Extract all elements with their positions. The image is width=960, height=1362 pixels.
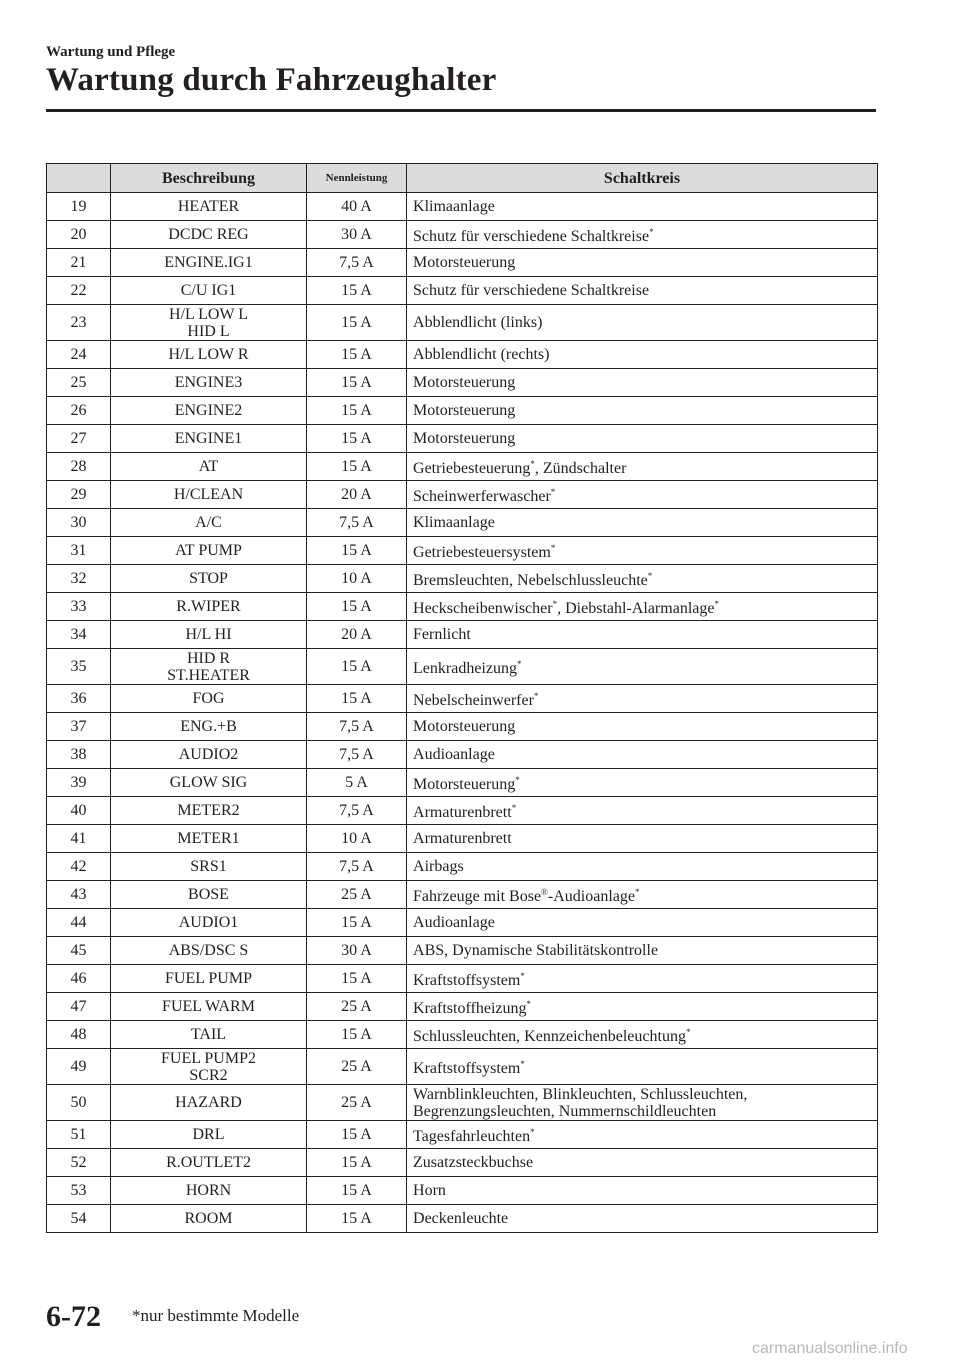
fuse-number: 34	[47, 621, 111, 649]
fuse-description-line: STOP	[189, 570, 228, 587]
column-header-rating: Nennleistung	[307, 164, 407, 193]
fuse-description-line: ENGINE3	[174, 374, 243, 391]
fuse-description-line: ENGINE1	[174, 430, 243, 447]
fuse-circuit: Armaturenbrett*	[407, 797, 878, 825]
fuse-rating: 5 A	[307, 769, 407, 797]
fuse-number: 52	[47, 1149, 111, 1177]
fuse-number: 38	[47, 741, 111, 769]
table-row	[47, 825, 878, 853]
fuse-number: 35	[47, 649, 111, 685]
fuse-description	[111, 481, 307, 509]
fuse-number: 20	[47, 221, 111, 249]
table-row	[47, 881, 878, 909]
fuse-rating: 20 A	[307, 621, 407, 649]
fuse-circuit: Zusatzsteckbuchse	[407, 1149, 878, 1177]
fuse-number: 30	[47, 509, 111, 537]
table-row	[47, 685, 878, 713]
fuse-rating: 7,5 A	[307, 853, 407, 881]
table-row	[47, 1085, 878, 1121]
fuse-description-line: FUEL PUMP	[165, 970, 252, 987]
fuse-description-line: HID L	[187, 322, 230, 340]
fuse-rating: 15 A	[307, 593, 407, 621]
fuse-number: 42	[47, 853, 111, 881]
fuse-rating: 15 A	[307, 1205, 407, 1233]
fuse-circuit: Schlussleuchten, Kennzeichenbeleuchtung*	[407, 1021, 878, 1049]
fuse-number: 37	[47, 713, 111, 741]
fuse-circuit: Scheinwerferwascher*	[407, 481, 878, 509]
fuse-number: 29	[47, 481, 111, 509]
fuse-description-line: BOSE	[188, 886, 229, 903]
fuse-rating: 7,5 A	[307, 797, 407, 825]
table-row	[47, 853, 878, 881]
fuse-circuit: Warnblinkleuchten, Blinkleuchten, Schlussleuchten, Begrenzungsleuchten, Nummernschildleuchten	[407, 1085, 878, 1121]
fuse-description	[111, 1177, 307, 1205]
fuse-circuit: Abblendlicht (rechts)	[407, 341, 878, 369]
fuse-circuit: Audioanlage	[407, 909, 878, 937]
table-row	[47, 1021, 878, 1049]
fuse-rating: 40 A	[307, 193, 407, 221]
fuse-description-line: AT PUMP	[175, 542, 242, 559]
fuse-description-line: R.OUTLET2	[166, 1154, 251, 1171]
fuse-description-line: A/C	[195, 514, 222, 531]
table-row	[47, 425, 878, 453]
fuse-description	[111, 341, 307, 369]
fuse-description-line: ENG.+B	[180, 718, 237, 735]
fuse-rating: 15 A	[307, 649, 407, 685]
fuse-circuit: Fernlicht	[407, 621, 878, 649]
fuse-number: 33	[47, 593, 111, 621]
fuse-rating: 10 A	[307, 825, 407, 853]
fuse-circuit: Motorsteuerung	[407, 397, 878, 425]
fuse-rating: 15 A	[307, 277, 407, 305]
fuse-description-line: ST.HEATER	[167, 666, 250, 684]
fuse-number: 32	[47, 565, 111, 593]
table-row	[47, 277, 878, 305]
fuse-description	[111, 593, 307, 621]
table-row	[47, 565, 878, 593]
fuse-rating: 25 A	[307, 1049, 407, 1085]
fuse-circuit: Schutz für verschiedene Schaltkreise*	[407, 221, 878, 249]
fuse-description	[111, 881, 307, 909]
table-row	[47, 741, 878, 769]
fuse-circuit: Bremsleuchten, Nebelschlussleuchte*	[407, 565, 878, 593]
table-row	[47, 621, 878, 649]
fuse-rating: 15 A	[307, 909, 407, 937]
fuse-description-line: FOG	[192, 690, 225, 707]
table-header-row	[47, 164, 878, 193]
fuse-description	[111, 769, 307, 797]
table-row	[47, 537, 878, 565]
title-divider	[46, 109, 876, 112]
fuse-rating: 15 A	[307, 1021, 407, 1049]
fuse-rating: 15 A	[307, 1149, 407, 1177]
column-header-circuit: Schaltkreis	[407, 164, 878, 193]
fuse-description-line: AUDIO1	[178, 914, 239, 931]
fuse-circuit: Nebelscheinwerfer*	[407, 685, 878, 713]
fuse-description	[111, 397, 307, 425]
fuse-description-line: R.WIPER	[176, 598, 241, 615]
fuse-circuit: Audioanlage	[407, 741, 878, 769]
fuse-description	[111, 1021, 307, 1049]
fuse-rating: 25 A	[307, 993, 407, 1021]
fuse-number: 45	[47, 937, 111, 965]
fuse-circuit: Lenkradheizung*	[407, 649, 878, 685]
fuse-circuit: Abblendlicht (links)	[407, 305, 878, 341]
fuse-description-line: METER1	[177, 830, 240, 847]
fuse-description	[111, 369, 307, 397]
fuse-circuit: Kraftstoffsystem*	[407, 1049, 878, 1085]
fuse-number: 44	[47, 909, 111, 937]
fuse-description	[111, 537, 307, 565]
fuse-number: 23	[47, 305, 111, 341]
fuse-description	[111, 649, 307, 685]
fuse-description-line: FUEL PUMP2	[161, 1049, 256, 1067]
fuse-description-line: H/L LOW R	[168, 346, 249, 363]
table-row	[47, 193, 878, 221]
fuse-description-line: AUDIO2	[178, 746, 239, 763]
fuse-description	[111, 937, 307, 965]
fuse-number: 31	[47, 537, 111, 565]
fuse-rating: 25 A	[307, 881, 407, 909]
fuse-rating: 7,5 A	[307, 741, 407, 769]
table-row	[47, 397, 878, 425]
fuse-number: 54	[47, 1205, 111, 1233]
table-row	[47, 993, 878, 1021]
fuse-number: 27	[47, 425, 111, 453]
fuse-description-line: SCR2	[189, 1066, 228, 1084]
table-row	[47, 937, 878, 965]
fuse-table	[46, 163, 878, 1233]
table-row	[47, 481, 878, 509]
fuse-description	[111, 509, 307, 537]
fuse-description-line: ROOM	[184, 1210, 233, 1227]
fuse-description-line: DCDC REG	[168, 226, 249, 243]
table-row	[47, 1121, 878, 1149]
fuse-circuit: Motorsteuerung	[407, 369, 878, 397]
fuse-description	[111, 249, 307, 277]
fuse-rating: 7,5 A	[307, 249, 407, 277]
fuse-description-line: HID R	[186, 649, 231, 667]
fuse-circuit: Kraftstoffsystem*	[407, 965, 878, 993]
fuse-circuit: Tagesfahrleuchten*	[407, 1121, 878, 1149]
fuse-description	[111, 1149, 307, 1177]
fuse-circuit: Schutz für verschiedene Schaltkreise	[407, 277, 878, 305]
table-row	[47, 453, 878, 481]
fuse-description	[111, 193, 307, 221]
table-row	[47, 649, 878, 685]
fuse-description	[111, 1205, 307, 1233]
fuse-description-line: HEATER	[177, 198, 240, 215]
fuse-rating: 15 A	[307, 1121, 407, 1149]
table-row	[47, 593, 878, 621]
fuse-description	[111, 221, 307, 249]
fuse-rating: 15 A	[307, 369, 407, 397]
fuse-number: 47	[47, 993, 111, 1021]
fuse-description	[111, 909, 307, 937]
fuse-description	[111, 621, 307, 649]
fuse-description-line: GLOW SIG	[169, 774, 248, 791]
fuse-number: 41	[47, 825, 111, 853]
table-row	[47, 249, 878, 277]
fuse-circuit: ABS, Dynamische Stabilitätskontrolle	[407, 937, 878, 965]
fuse-description	[111, 713, 307, 741]
fuse-circuit: Motorsteuerung*	[407, 769, 878, 797]
table-row	[47, 369, 878, 397]
fuse-description-line: METER2	[177, 802, 240, 819]
fuse-description-line: HORN	[185, 1182, 232, 1199]
fuse-number: 53	[47, 1177, 111, 1205]
table-row	[47, 341, 878, 369]
fuse-description-line: ENGINE2	[174, 402, 243, 419]
fuse-circuit: Horn	[407, 1177, 878, 1205]
table-row	[47, 509, 878, 537]
fuse-number: 50	[47, 1085, 111, 1121]
page-number: 6-72	[46, 1300, 101, 1333]
fuse-rating: 7,5 A	[307, 509, 407, 537]
column-header-description: Beschreibung	[111, 164, 307, 193]
fuse-number: 26	[47, 397, 111, 425]
fuse-description	[111, 1049, 307, 1085]
fuse-rating: 25 A	[307, 1085, 407, 1121]
fuse-circuit: Deckenleuchte	[407, 1205, 878, 1233]
fuse-table-body	[47, 193, 878, 1233]
fuse-number: 21	[47, 249, 111, 277]
fuse-rating: 7,5 A	[307, 713, 407, 741]
fuse-number: 22	[47, 277, 111, 305]
fuse-circuit: Heckscheibenwischer*, Diebstahl-Alarmanlage*	[407, 593, 878, 621]
fuse-number: 43	[47, 881, 111, 909]
fuse-rating: 15 A	[307, 453, 407, 481]
table-row	[47, 769, 878, 797]
fuse-description	[111, 277, 307, 305]
fuse-circuit: Fahrzeuge mit Bose®-Audioanlage*	[407, 881, 878, 909]
fuse-description	[111, 685, 307, 713]
fuse-description-line: TAIL	[190, 1026, 227, 1043]
fuse-description-line: ABS/DSC S	[168, 942, 249, 959]
fuse-number: 24	[47, 341, 111, 369]
fuse-number: 19	[47, 193, 111, 221]
column-header-number	[47, 164, 111, 193]
fuse-description-line: SRS1	[190, 858, 227, 875]
fuse-description-line: H/L HI	[185, 626, 232, 643]
fuse-number: 40	[47, 797, 111, 825]
fuse-description-line: H/L LOW L	[168, 305, 249, 323]
fuse-description	[111, 825, 307, 853]
fuse-number: 46	[47, 965, 111, 993]
fuse-description	[111, 741, 307, 769]
table-row	[47, 1205, 878, 1233]
fuse-number: 51	[47, 1121, 111, 1149]
table-row	[47, 305, 878, 341]
fuse-number: 25	[47, 369, 111, 397]
fuse-description-line: DRL	[192, 1126, 225, 1143]
fuse-rating: 10 A	[307, 565, 407, 593]
fuse-description	[111, 565, 307, 593]
fuse-description-line: HAZARD	[175, 1094, 242, 1111]
fuse-rating: 15 A	[307, 685, 407, 713]
fuse-description	[111, 425, 307, 453]
fuse-number: 49	[47, 1049, 111, 1085]
fuse-rating: 15 A	[307, 537, 407, 565]
table-row	[47, 797, 878, 825]
table-row	[47, 1049, 878, 1085]
fuse-description-line: H/CLEAN	[173, 486, 244, 503]
fuse-number: 39	[47, 769, 111, 797]
fuse-circuit: Motorsteuerung	[407, 425, 878, 453]
table-row	[47, 1149, 878, 1177]
fuse-rating: 15 A	[307, 965, 407, 993]
fuse-description	[111, 993, 307, 1021]
fuse-circuit: Armaturenbrett	[407, 825, 878, 853]
fuse-description-line: ENGINE.IG1	[164, 254, 253, 271]
fuse-description	[111, 305, 307, 341]
section-label: Wartung und Pflege	[46, 44, 176, 60]
table-row	[47, 1177, 878, 1205]
table-row	[47, 713, 878, 741]
fuse-description	[111, 453, 307, 481]
fuse-rating: 15 A	[307, 305, 407, 341]
fuse-number: 48	[47, 1021, 111, 1049]
fuse-circuit: Klimaanlage	[407, 509, 878, 537]
fuse-rating: 30 A	[307, 937, 407, 965]
table-row	[47, 909, 878, 937]
fuse-rating: 15 A	[307, 341, 407, 369]
fuse-rating: 15 A	[307, 397, 407, 425]
fuse-circuit: Motorsteuerung	[407, 249, 878, 277]
fuse-description	[111, 1121, 307, 1149]
fuse-number: 36	[47, 685, 111, 713]
fuse-description	[111, 1085, 307, 1121]
fuse-circuit: Airbags	[407, 853, 878, 881]
fuse-circuit: Getriebesteuersystem*	[407, 537, 878, 565]
fuse-rating: 15 A	[307, 1177, 407, 1205]
fuse-description-line: C/U IG1	[180, 282, 237, 299]
fuse-description-line: AT	[198, 458, 219, 475]
table-row	[47, 965, 878, 993]
fuse-circuit: Kraftstoffheizung*	[407, 993, 878, 1021]
fuse-description	[111, 797, 307, 825]
fuse-description	[111, 853, 307, 881]
fuse-circuit: Klimaanlage	[407, 193, 878, 221]
fuse-description	[111, 965, 307, 993]
fuse-rating: 15 A	[307, 425, 407, 453]
page-title: Wartung durch Fahrzeughalter	[46, 62, 497, 98]
fuse-circuit: Getriebesteuerung*, Zündschalter	[407, 453, 878, 481]
fuse-circuit: Motorsteuerung	[407, 713, 878, 741]
fuse-description-line: FUEL WARM	[162, 998, 255, 1015]
watermark: carmanualsonline.info	[752, 1340, 908, 1357]
footnote: *nur bestimmte Modelle	[132, 1306, 300, 1325]
fuse-rating: 20 A	[307, 481, 407, 509]
table-row	[47, 221, 878, 249]
fuse-rating: 30 A	[307, 221, 407, 249]
fuse-number: 28	[47, 453, 111, 481]
